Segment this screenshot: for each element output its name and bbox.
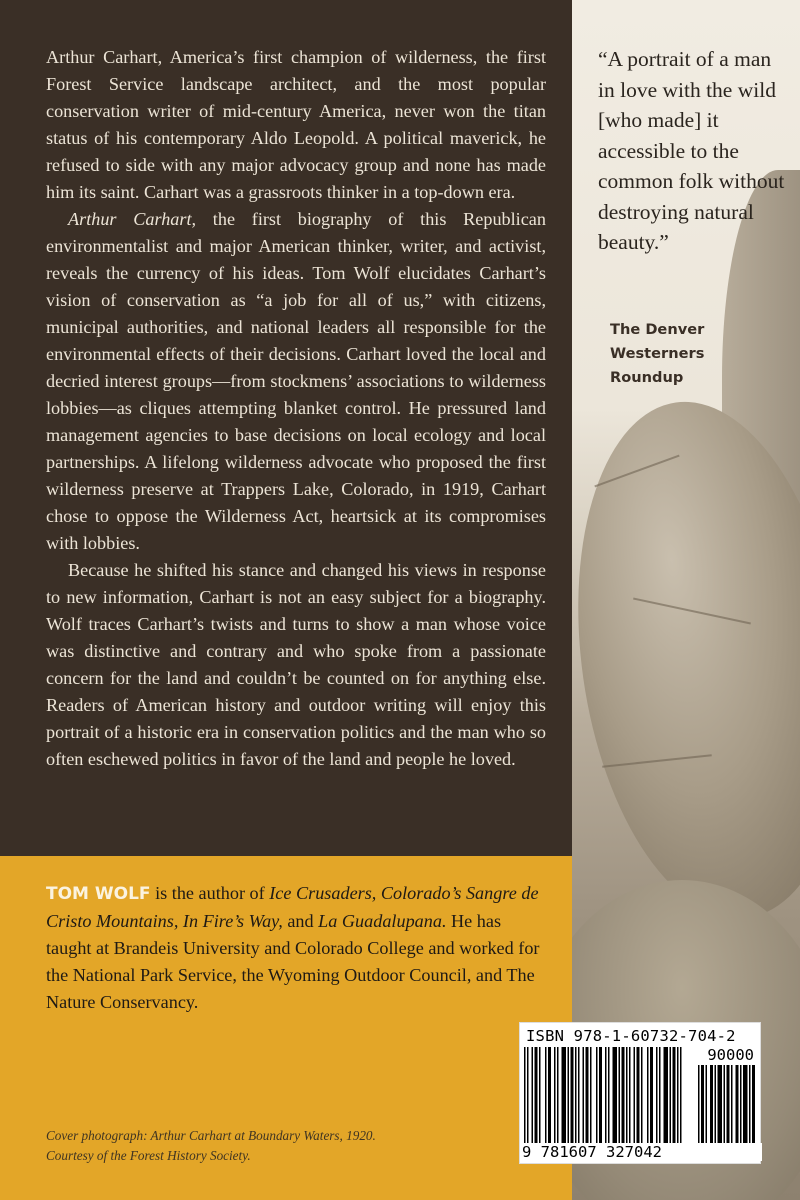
barcode-bar bbox=[710, 1065, 713, 1149]
quote-attribution: The Denver Westerners Roundup bbox=[610, 321, 705, 386]
barcode-bar bbox=[736, 1065, 739, 1149]
barcode-bar bbox=[575, 1047, 577, 1149]
book-list: La Guadalupana. bbox=[318, 911, 447, 931]
barcode-bar bbox=[664, 1047, 669, 1149]
barcode-bar bbox=[535, 1047, 538, 1149]
barcode-bar bbox=[586, 1047, 589, 1149]
barcode-bar bbox=[599, 1047, 602, 1149]
barcode-bar bbox=[578, 1047, 580, 1149]
barcode-bar bbox=[548, 1047, 551, 1149]
barcode-bar bbox=[557, 1047, 559, 1149]
barcode-bar bbox=[715, 1065, 717, 1149]
photo-credit: Cover photograph: Arthur Carhart at Boundary Waters, 1920. Courtesy of the Forest History Society. bbox=[46, 1128, 376, 1163]
barcode-bar bbox=[749, 1065, 751, 1149]
barcode-bar bbox=[659, 1047, 661, 1149]
isbn-barcode bbox=[519, 1022, 761, 1164]
barcode-bar bbox=[634, 1047, 636, 1149]
barcode-bar bbox=[568, 1047, 570, 1149]
book-description bbox=[46, 44, 546, 773]
barcode-bar bbox=[554, 1047, 556, 1149]
book-list: Ice Crusaders, Colorado’s Sangre de Cristo Mountains, In Fire’s Way, bbox=[46, 883, 539, 931]
isbn-number: ISBN 978-1-60732-704-2 bbox=[526, 1027, 736, 1045]
barcode-bar bbox=[613, 1047, 618, 1149]
barcode-bar bbox=[545, 1047, 547, 1149]
barcode-bar bbox=[562, 1047, 567, 1149]
barcode-bar bbox=[641, 1047, 643, 1149]
barcode-bar bbox=[626, 1047, 628, 1149]
barcode-bar bbox=[539, 1047, 541, 1149]
book-title: Arthur Carhart, bbox=[68, 209, 197, 229]
barcode-bar bbox=[532, 1047, 534, 1149]
barcode-bar bbox=[583, 1047, 585, 1149]
barcode-bar bbox=[629, 1047, 631, 1149]
author-name: TOM WOLF bbox=[46, 884, 151, 904]
barcode-bar bbox=[647, 1047, 649, 1149]
barcode-bar bbox=[608, 1047, 610, 1149]
barcode-bar bbox=[656, 1047, 658, 1149]
price-code: 90000 bbox=[707, 1046, 754, 1064]
barcode-bar bbox=[740, 1065, 742, 1149]
barcode-bar bbox=[673, 1047, 676, 1149]
photo-boulder bbox=[572, 384, 800, 935]
barcode-bar bbox=[706, 1065, 708, 1149]
barcode-bar bbox=[637, 1047, 640, 1149]
barcode-bar bbox=[680, 1047, 682, 1149]
review-quote: “A portrait of a man in love with the wild [who made] it accessible to the common folk without destroying natural beauty.” bbox=[598, 47, 785, 254]
barcode-bar bbox=[698, 1065, 700, 1149]
barcode-bar bbox=[571, 1047, 574, 1149]
barcode-bar bbox=[605, 1047, 607, 1149]
barcode-bar bbox=[590, 1047, 592, 1149]
barcode-bar bbox=[701, 1065, 704, 1149]
description-text: the first biography of this Republican environmentalist and major American thinker, writer, and activist, reveals the currency of his ideas. Tom Wolf elucidates Carhart’s vision of conservation as “a job for all of us,” with citizens, municipal authorities, and national leaders all responsible for the environmental effects of their decisions. Carhart loved the local and decried interest groups—from stockmens’ associations to wilderness lobbies—as cliques attempting blanket control. He pressured land management agencies to base decisions on local ecology and local partnerships. A lifelong wilderness advocate who proposed the first wilderness preserve at Trappers Lake, Colorado, in 1919, Carhart chose to oppose the Wilderness Act, heartsick at its compromises with lobbies. bbox=[46, 209, 546, 553]
main-barcode-bars bbox=[524, 1047, 684, 1149]
description-paragraph: Arthur Carhart, America’s first champion of wilderness, the first Forest Service landscape architect, and the most popular conservation writer of mid-century America, never won the titan status of his contemporary Aldo Leopold. A political maverick, he refused to side with any major advocacy group and none has made him its saint. Carhart was a grassroots thinker in a top-down era. bbox=[46, 47, 546, 202]
barcode-bar bbox=[724, 1065, 726, 1149]
barcode-bar bbox=[727, 1065, 730, 1149]
barcode-bar bbox=[527, 1047, 529, 1149]
barcode-bar bbox=[619, 1047, 621, 1149]
barcode-bar bbox=[670, 1047, 672, 1149]
barcode-bar bbox=[677, 1047, 679, 1149]
bio-text: He has taught at Brandeis University and Colorado College and worked for the National Park Service, the Wyoming Outdoor Council, and The Nature Conservancy. bbox=[46, 911, 540, 1012]
barcode-bar bbox=[622, 1047, 625, 1149]
description-paragraph: Because he shifted his stance and changed his views in response to new information, Carhart is not an easy subject for a biography. Wolf traces Carhart’s twists and turns to show a man whose voice was distinctive and contrary and who spoke from a passionate concern for the land and couldn’t be counted on for anything else. Readers of American history and outdoor writing will enjoy this portrait of a historic era in conservation politics and the man who so often eschewed politics in favor of the land and people he loved. bbox=[46, 560, 546, 769]
barcode-digits: 9 781607 327042 bbox=[522, 1143, 762, 1161]
barcode-bar bbox=[743, 1065, 748, 1149]
barcode-bar bbox=[718, 1065, 723, 1149]
barcode-bar bbox=[650, 1047, 653, 1149]
barcode-bar bbox=[596, 1047, 598, 1149]
description-paragraph bbox=[46, 206, 546, 557]
barcode-bar bbox=[752, 1065, 755, 1149]
barcode-bar bbox=[524, 1047, 526, 1149]
bio-text: is the author of bbox=[150, 883, 270, 903]
author-bio bbox=[46, 880, 546, 1016]
bio-text: and bbox=[282, 911, 319, 931]
barcode-bar bbox=[731, 1065, 733, 1149]
addon-barcode-bars bbox=[698, 1065, 756, 1149]
